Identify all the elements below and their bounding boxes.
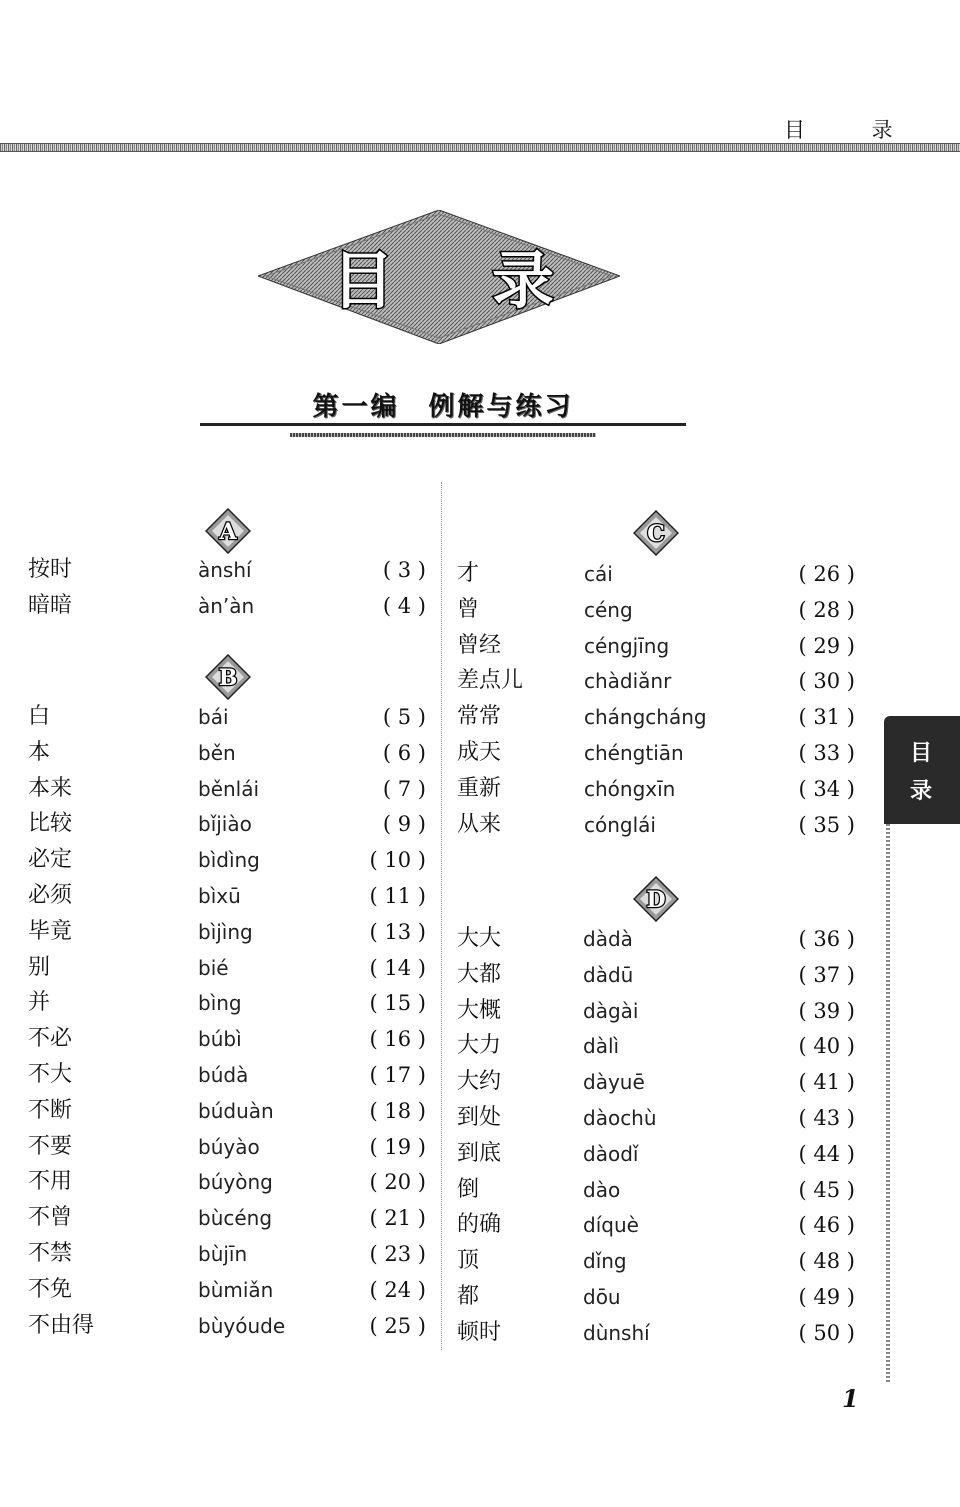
entry-page: ( 25 ) <box>369 1313 426 1338</box>
entry-word: 顶 <box>457 1248 480 1274</box>
toc-entry[interactable] <box>457 699 855 735</box>
entry-pinyin: búdà <box>198 1063 249 1087</box>
entry-page: ( 45 ) <box>798 1177 855 1202</box>
header-rule <box>0 143 960 152</box>
entry-page: ( 23 ) <box>369 1242 426 1266</box>
entry-page: ( 13 ) <box>369 919 426 944</box>
toc-entry[interactable] <box>457 1064 855 1100</box>
entry-pinyin: bié <box>198 955 229 980</box>
entry-word: 不由得 <box>28 1312 95 1338</box>
toc-entry[interactable] <box>28 914 426 950</box>
entry-word: 不免 <box>28 1276 73 1302</box>
entry-pinyin: bùyóude <box>198 1313 286 1338</box>
entry-pinyin: běn <box>198 740 236 765</box>
banner-char-2: 录 <box>491 244 555 317</box>
toc-entry[interactable] <box>28 878 426 914</box>
entry-pinyin: bùcéng <box>198 1206 273 1231</box>
entry-page: ( 10 ) <box>369 848 426 873</box>
svg-text:B: B <box>218 665 238 691</box>
toc-entry[interactable] <box>28 1272 426 1308</box>
entry-pinyin: dào <box>583 1177 621 1202</box>
entry-pinyin: chóngxīn <box>584 776 676 801</box>
entry-pinyin: dōu <box>583 1285 621 1309</box>
entry-page: ( 17 ) <box>369 1063 426 1087</box>
toc-entry[interactable] <box>28 1236 426 1272</box>
toc-entry[interactable] <box>457 1028 855 1064</box>
chapter-tab[interactable] <box>884 716 960 824</box>
entry-pinyin: búbì <box>198 1027 242 1052</box>
entry-page: ( 9 ) <box>382 812 426 837</box>
entry-pinyin: dàdū <box>583 962 634 987</box>
entry-word: 并 <box>28 990 51 1016</box>
entry-pinyin: búyòng <box>198 1170 273 1195</box>
entry-word: 不大 <box>28 1062 73 1087</box>
entry-page: ( 49 ) <box>798 1285 855 1309</box>
entry-page: ( 30 ) <box>798 669 855 694</box>
toc-entry[interactable] <box>28 771 426 807</box>
entry-word: 毕竟 <box>28 918 73 944</box>
entry-pinyin: cái <box>584 562 613 586</box>
toc-entry[interactable] <box>28 1057 426 1093</box>
entry-pinyin: búyào <box>198 1134 260 1159</box>
entry-page: ( 6 ) <box>382 740 426 765</box>
entry-word: 别 <box>28 954 51 980</box>
banner-diamond <box>258 210 620 344</box>
entry-page: ( 34 ) <box>798 776 855 801</box>
entry-page: ( 24 ) <box>369 1277 426 1302</box>
entry-pinyin: bìng <box>198 991 242 1016</box>
svg-text:D: D <box>646 887 666 913</box>
entry-page: ( 39 ) <box>798 998 855 1023</box>
entry-word: 必定 <box>28 847 73 873</box>
entry-page: ( 14 ) <box>369 955 426 980</box>
entry-pinyin: dàdà <box>583 927 633 951</box>
entry-pinyin: chángcháng <box>584 705 707 730</box>
entry-word: 不要 <box>28 1133 73 1159</box>
entry-page: ( 36 ) <box>798 927 855 951</box>
entry-pinyin: bùmiǎn <box>198 1277 274 1302</box>
entry-pinyin: céng <box>584 597 633 622</box>
entry-word: 大约 <box>457 1069 502 1095</box>
entry-pinyin: dàochù <box>583 1106 657 1130</box>
toc-entry[interactable] <box>28 950 426 986</box>
entry-pinyin: chéngtiān <box>584 741 684 765</box>
column-divider <box>441 482 443 1350</box>
section-rule-dotted <box>290 433 596 437</box>
entry-pinyin: běnlái <box>198 776 260 801</box>
toc-entry[interactable] <box>457 735 855 771</box>
entry-word: 都 <box>457 1284 480 1309</box>
letter-marker-c <box>633 510 679 556</box>
toc-entry[interactable] <box>457 1207 855 1243</box>
entry-pinyin: dǐng <box>583 1249 627 1274</box>
entry-word: 曾经 <box>457 632 502 658</box>
toc-entry[interactable] <box>457 1315 855 1351</box>
entry-word: 不断 <box>28 1097 73 1123</box>
entry-page: ( 35 ) <box>798 812 855 837</box>
entry-page: ( 5 ) <box>382 705 426 729</box>
entry-page: ( 21 ) <box>369 1206 426 1231</box>
entry-pinyin: chàdiǎnr <box>584 669 672 694</box>
toc-entry[interactable] <box>28 1093 426 1129</box>
entry-word: 大力 <box>457 1033 502 1059</box>
entry-pinyin: céngjīng <box>584 633 670 658</box>
toc-entry[interactable] <box>457 1136 855 1172</box>
entry-pinyin: dàlì <box>583 1034 620 1059</box>
toc-entry[interactable] <box>457 1243 855 1279</box>
entry-pinyin: bìxū <box>198 884 241 908</box>
entry-page: ( 11 ) <box>369 884 426 908</box>
entry-word: 本 <box>28 739 51 765</box>
entry-pinyin: dàyuē <box>583 1070 645 1095</box>
entry-pinyin: bìdìng <box>198 848 260 873</box>
toc-entry[interactable] <box>457 592 855 628</box>
entry-word: 差点儿 <box>457 668 524 694</box>
entry-page: ( 48 ) <box>798 1249 855 1274</box>
toc-entry[interactable] <box>457 628 855 664</box>
entry-word: 不必 <box>28 1026 73 1052</box>
title-banner <box>258 210 620 344</box>
entry-pinyin: díquè <box>583 1213 639 1238</box>
entry-page: ( 16 ) <box>369 1027 426 1052</box>
edge-dots <box>886 824 890 1384</box>
entry-pinyin: cónglái <box>584 812 656 837</box>
toc-entry[interactable] <box>457 663 855 699</box>
toc-entry[interactable] <box>457 556 855 592</box>
entry-page: ( 31 ) <box>798 705 855 730</box>
entry-page: ( 40 ) <box>798 1034 855 1059</box>
entry-word: 大都 <box>457 961 502 987</box>
section-title: 第一编 例解与练习 <box>312 392 574 422</box>
banner-char-1: 目 <box>331 244 395 317</box>
entry-word: 从来 <box>457 811 502 837</box>
entry-page: ( 44 ) <box>798 1141 855 1166</box>
entry-pinyin: bǐjiào <box>198 812 252 837</box>
toc-entry[interactable] <box>28 1164 426 1200</box>
toc-entry[interactable] <box>457 1172 855 1208</box>
entry-word: 不禁 <box>28 1241 73 1266</box>
letter-marker-b <box>205 654 251 700</box>
entry-word: 大大 <box>457 926 502 951</box>
toc-entry[interactable] <box>28 842 426 878</box>
toc-entry[interactable] <box>28 1129 426 1165</box>
entry-word: 暗暗 <box>28 592 73 618</box>
entry-word: 的确 <box>457 1212 502 1238</box>
toc-entry[interactable] <box>457 921 855 957</box>
entry-word: 到处 <box>457 1105 502 1130</box>
entry-page: ( 41 ) <box>798 1070 855 1095</box>
entry-page: ( 46 ) <box>798 1213 855 1238</box>
entry-pinyin: bái <box>198 705 229 729</box>
section-rule <box>200 423 686 426</box>
toc-entry[interactable] <box>457 1279 855 1315</box>
entry-word: 常常 <box>457 704 502 730</box>
entry-page: ( 28 ) <box>798 597 855 622</box>
entry-word: 不用 <box>28 1169 73 1195</box>
entry-word: 白 <box>28 704 51 729</box>
entry-word: 必须 <box>28 883 73 908</box>
svg-text:A: A <box>219 519 237 545</box>
entry-page: ( 15 ) <box>369 991 426 1016</box>
entry-pinyin: dàodǐ <box>583 1141 639 1166</box>
entry-pinyin: bìjìng <box>198 919 253 944</box>
chapter-tab-char-2: 录 <box>910 779 933 804</box>
entry-word: 曾 <box>457 596 480 622</box>
toc-entry[interactable] <box>457 957 855 993</box>
entry-word: 比较 <box>28 811 73 837</box>
letter-marker-a <box>205 508 251 554</box>
entry-word: 顿时 <box>457 1319 502 1345</box>
entry-word: 大概 <box>457 997 502 1023</box>
entry-word: 按时 <box>28 557 73 582</box>
toc-entry[interactable] <box>457 771 855 807</box>
toc-entry[interactable] <box>28 806 426 842</box>
toc-entry[interactable] <box>28 699 426 735</box>
entry-word: 成天 <box>457 740 502 765</box>
running-header: 目 录 <box>784 118 923 142</box>
entry-page: ( 7 ) <box>382 776 426 801</box>
entry-page: ( 37 ) <box>798 962 855 987</box>
entry-word: 本来 <box>28 775 73 801</box>
toc-entry[interactable] <box>457 993 855 1029</box>
entry-pinyin: dùnshí <box>583 1320 650 1345</box>
entry-page: ( 18 ) <box>369 1098 426 1123</box>
entry-page: ( 33 ) <box>798 741 855 765</box>
page-number: 1 <box>842 1384 859 1413</box>
entry-word: 才 <box>457 561 480 586</box>
chapter-tab-char-1: 目 <box>910 741 933 766</box>
entry-pinyin: dàgài <box>583 998 639 1023</box>
toc-entry[interactable] <box>457 1100 855 1136</box>
entry-page: ( 50 ) <box>798 1320 855 1345</box>
entry-page: ( 3 ) <box>382 558 426 582</box>
letter-marker-d <box>633 876 679 922</box>
entry-word: 重新 <box>457 775 502 801</box>
toc-entry[interactable] <box>28 985 426 1021</box>
svg-text:C: C <box>647 521 665 547</box>
entry-word: 不曾 <box>28 1205 73 1231</box>
toc-entry[interactable] <box>28 1021 426 1057</box>
entry-pinyin: àn’àn <box>198 593 255 618</box>
toc-entry[interactable] <box>28 735 426 771</box>
entry-page: ( 4 ) <box>382 593 426 618</box>
entry-pinyin: ànshí <box>198 558 252 582</box>
entry-pinyin: bùjīn <box>198 1242 248 1266</box>
entry-pinyin: búduàn <box>198 1098 274 1123</box>
entry-word: 倒 <box>457 1176 480 1202</box>
entry-page: ( 29 ) <box>798 633 855 658</box>
toc-entry[interactable] <box>28 1308 426 1344</box>
toc-entry[interactable] <box>28 588 426 624</box>
entry-word: 到底 <box>457 1140 502 1166</box>
toc-entry[interactable] <box>457 807 855 843</box>
entry-page: ( 43 ) <box>798 1106 855 1130</box>
entry-page: ( 26 ) <box>798 562 855 586</box>
toc-entry[interactable] <box>28 552 426 588</box>
toc-entry[interactable] <box>28 1200 426 1236</box>
entry-page: ( 20 ) <box>369 1170 426 1195</box>
entry-page: ( 19 ) <box>369 1134 426 1159</box>
